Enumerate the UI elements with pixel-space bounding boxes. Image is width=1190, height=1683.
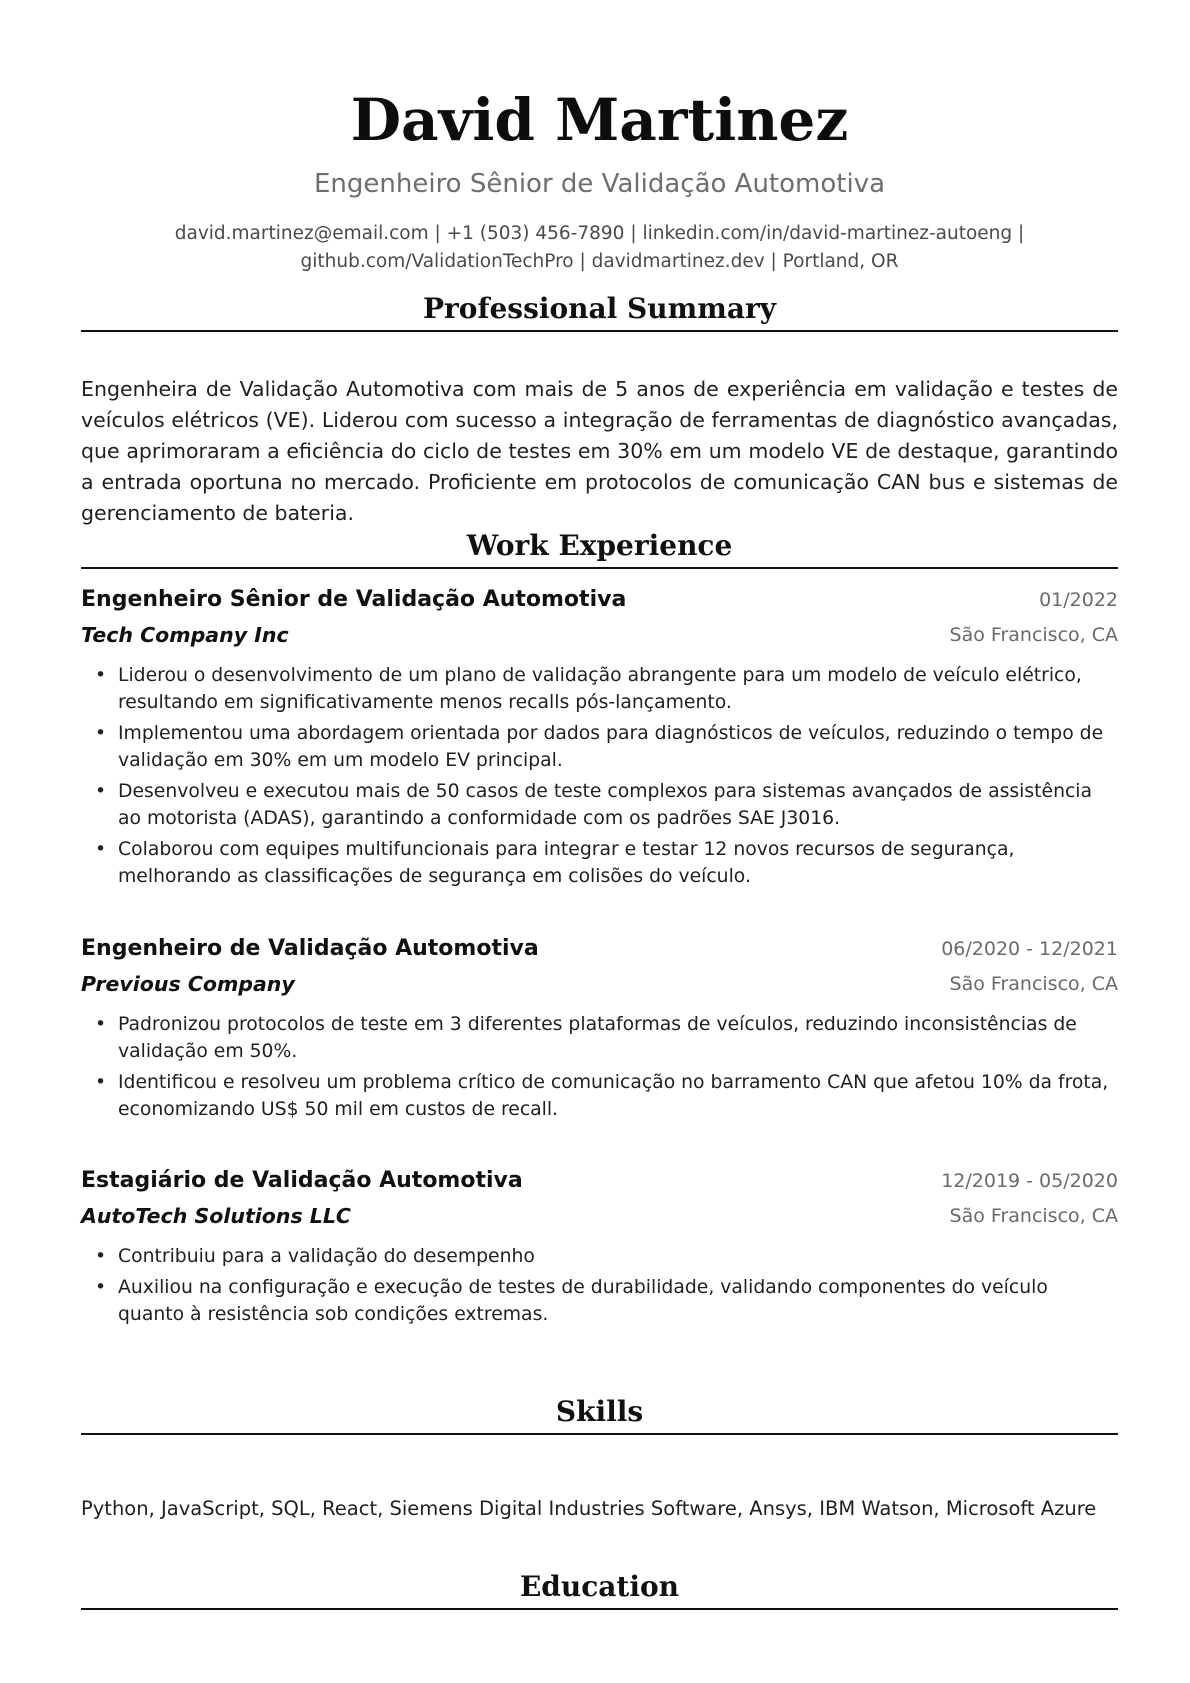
section-heading-summary: Professional Summary (422, 292, 777, 325)
candidate-name: David Martinez (350, 86, 849, 154)
summary-text: Engenheira de Validação Automotiva com mais de 5 anos de experiência em validação e testes de veículos elétricos (VE). Liderou com sucesso a integração de ferramentas de diagnóstico avançadas, que aprimoraram a eficiência do ciclo de testes em 30% em um modelo VE de destaque, garantindo a entrada oportuna no mercado. Proficiente em protocolos de comunicação CAN bus e sistemas de gerenciamento de bateria. (81, 377, 1118, 525)
section-heading-skills: Skills (555, 1395, 644, 1428)
job-location: São Francisco, CA (949, 973, 1118, 995)
job-date: 06/2020 - 12/2021 (941, 938, 1118, 960)
job-location: São Francisco, CA (949, 1205, 1118, 1227)
section-divider (81, 567, 1118, 569)
section-divider (81, 1433, 1118, 1435)
job-date: 12/2019 - 05/2020 (941, 1170, 1118, 1192)
bullet-item: • Colaborou com equipes multifuncionais para integrar e testar 12 novos recursos de segurança, melhorando as classificações de segurança em colisões do veículo. (81, 836, 1118, 890)
job-bullets (81, 1243, 1118, 1332)
candidate-title: Engenheiro Sênior de Validação Automotiva (313, 169, 886, 199)
skills-list: Python, JavaScript, SQL, React, Siemens Digital Industries Software, Ansys, IBM Watson, Microsoft Azure (81, 1497, 1097, 1520)
job-title: Engenheiro Sênior de Validação Automotiva (81, 587, 627, 612)
bullet-item: • Liderou o desenvolvimento de um plano de validação abrangente para um modelo de veículo elétrico, resultando em significativamente menos recalls pós-lançamento. (81, 662, 1118, 716)
job-location: São Francisco, CA (949, 624, 1118, 646)
job-bullets (81, 1011, 1118, 1127)
bullet-item: • Identificou e resolveu um problema crítico de comunicação no barramento CAN que afetou 10% da frota, economizando US$ 50 mil em custos de recall. (81, 1069, 1118, 1123)
contact-info (81, 220, 1118, 276)
job-company: Previous Company (81, 972, 295, 996)
job-date: 01/2022 (1039, 589, 1118, 611)
bullet-item: • Implementou uma abordagem orientada por dados para diagnósticos de veículos, reduzindo o tempo de validação em 30% em um modelo EV principal. (81, 720, 1118, 774)
job-company: AutoTech Solutions LLC (81, 1204, 351, 1228)
bullet-item: • Padronizou protocolos de teste em 3 diferentes plataformas de veículos, reduzindo inconsistências de validação em 50%. (81, 1011, 1118, 1065)
job-title: Engenheiro de Validação Automotiva (81, 936, 539, 961)
contact-line-1: david.martinez@email.com | +1 (503) 456-7890 | linkedin.com/in/david-martinez-autoeng | (174, 223, 1025, 244)
contact-line-2: github.com/ValidationTechPro | davidmartinez.dev | Portland, OR (300, 251, 899, 272)
section-heading-experience: Work Experience (466, 529, 733, 562)
bullet-item: • Auxiliou na configuração e execução de testes de durabilidade, validando componentes do veículo quanto à resistência sob condições extremas. (81, 1274, 1118, 1328)
job-title: Estagiário de Validação Automotiva (81, 1168, 523, 1193)
job-bullets (81, 662, 1118, 894)
section-divider (81, 330, 1118, 332)
job-company: Tech Company Inc (81, 623, 289, 647)
bullet-item: • Contribuiu para a validação do desempenho (81, 1243, 1118, 1270)
section-heading-education: Education (519, 1570, 680, 1603)
bullet-item: • Desenvolveu e executou mais de 50 casos de teste complexos para sistemas avançados de assistência ao motorista (ADAS), garantindo a conformidade com os padrões SAE J3016. (81, 778, 1118, 832)
section-divider (81, 1608, 1118, 1610)
